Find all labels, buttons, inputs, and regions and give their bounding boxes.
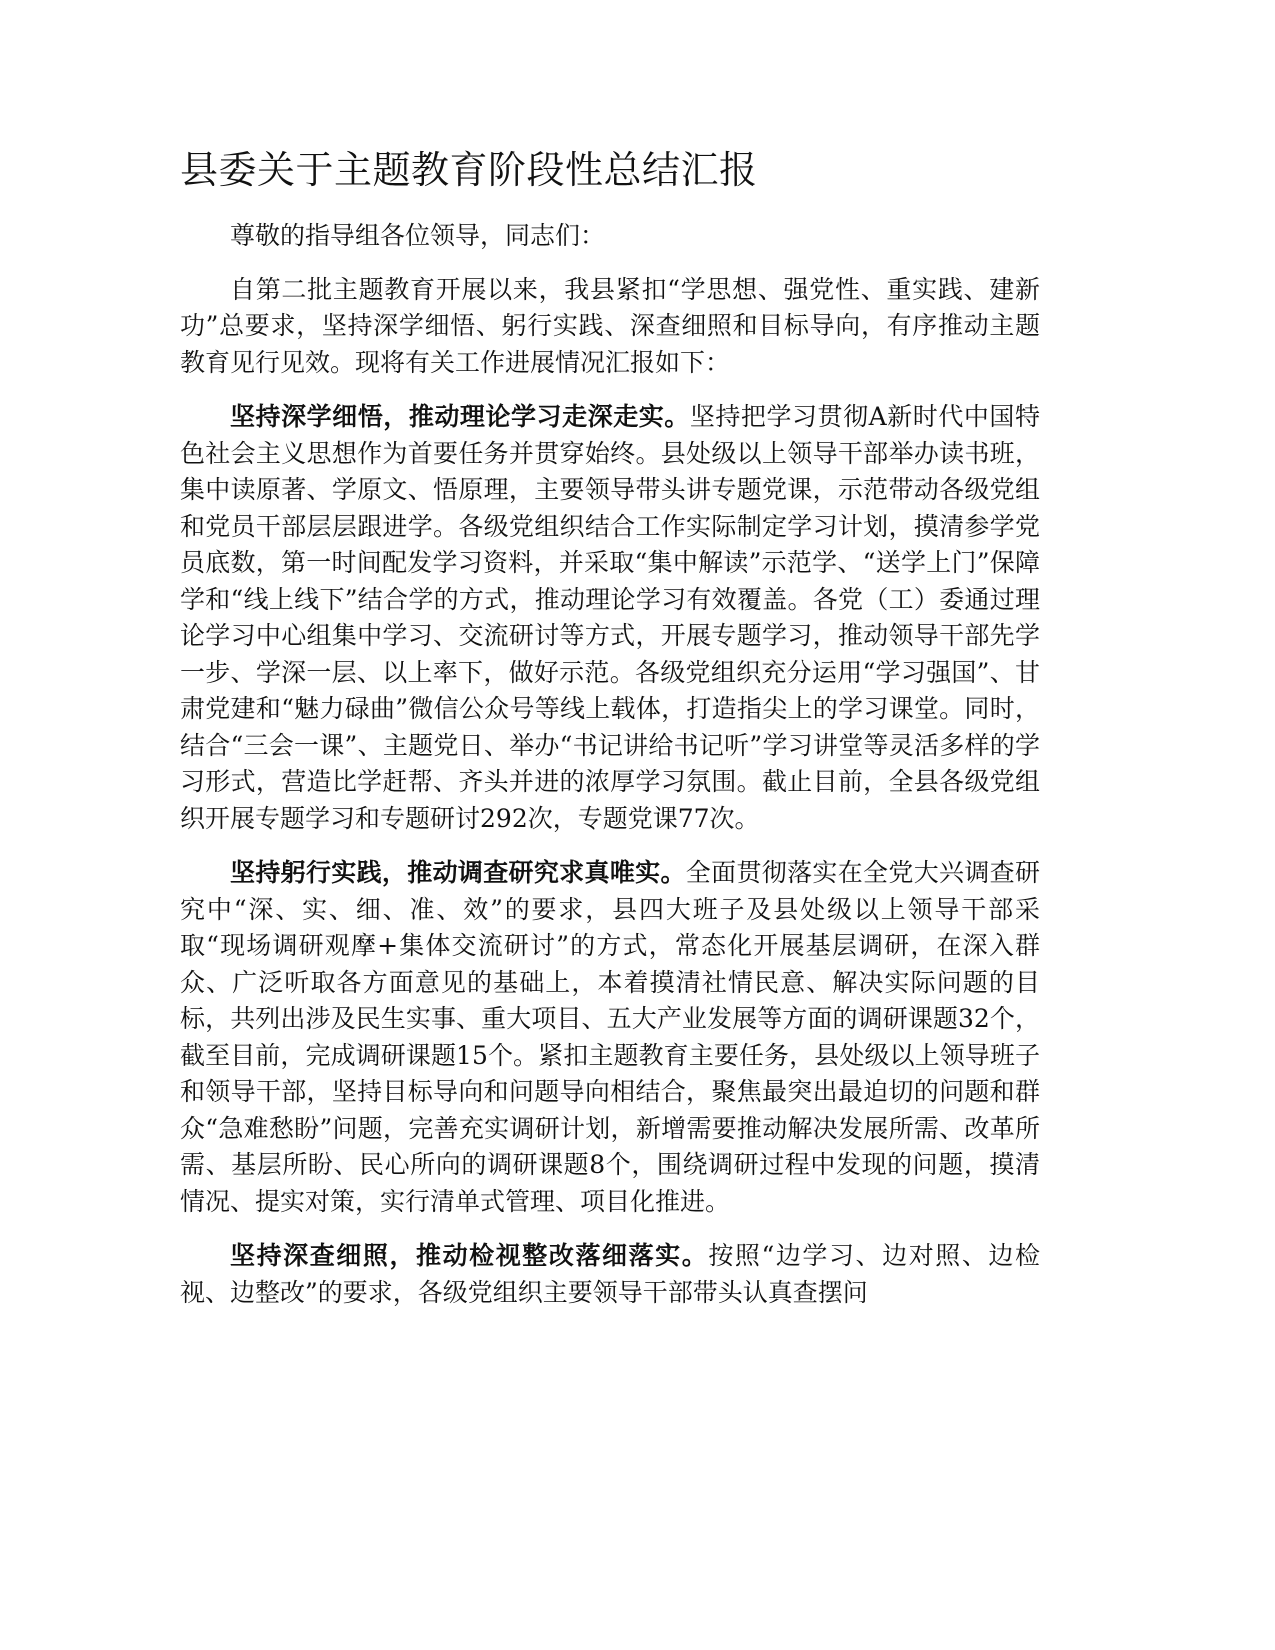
intro-paragraph: 自第二批主题教育开展以来，我县紧扣“学思想、强党性、重实践、建新功”总要求，坚持深学细悟、躬行实践、深查细照和目标导向，有序推动主题教育见行见效。现将有关工作进展情况汇报如下： bbox=[180, 274, 1040, 377]
document-body bbox=[180, 218, 1040, 1329]
section-body: 坚持把学习贯彻A新时代中国特色社会主义思想作为首要任务并贯穿始终。县处级以上领导干部举办读书班，集中读原著、学原文、悟原理，主要领导带头讲专题党课，示范带动各级党组和党员干部层层跟进学。各级党组织结合工作实际制定学习计划，摸清参学党员底数，第一时间配发学习资料，并采取“集中解读”示范学、“送学上门”保障学和“线上线下”结合学的方式，推动理论学习有效覆盖。各党（工）委通过理论学习中心组集中学习、交流研讨等方式，开展专题学习，推动领导干部先学一步、学深一层、以上率下，做好示范。各级党组织充分运用“学习强国”、甘肃党建和“魅力碌曲”微信公众号等线上载体，打造指尖上的学习课堂。同时，结合“三会一课”、主题党日、举办“书记讲给书记听”学习讲堂等灵活多样的学习形式，营造比学赶帮、齐头并进的浓厚学习氛围。截止目前，全县各级党组织开展专题学习和专题研讨292次，专题党课77次。 bbox=[180, 402, 1040, 833]
section-paragraph-research bbox=[180, 855, 1040, 1220]
section-body: 按照“边学习、边对照、边检视、边整改”的要求，各级党组织主要领导干部带头认真查摆问 bbox=[180, 1241, 1040, 1307]
document-page bbox=[180, 0, 1040, 1650]
section-heading: 坚持深查细照，推动检视整改落细落实。 bbox=[230, 1241, 709, 1270]
section-paragraph-study bbox=[180, 399, 1040, 837]
salutation-paragraph: 尊敬的指导组各位领导，同志们： bbox=[230, 221, 606, 250]
section-heading: 坚持躬行实践，推动调查研究求真唯实。 bbox=[230, 858, 686, 887]
section-paragraph-rectification bbox=[180, 1238, 1040, 1311]
section-body: 全面贯彻落实在全党大兴调查研究中“深、实、细、准、效”的要求，县四大班子及县处级以上领导干部采取“现场调研观摩+集体交流研讨”的方式，常态化开展基层调研，在深入群众、广泛听取各方面意见的基础上，本着摸清社情民意、解决实际问题的目标，共列出涉及民生实事、重大项目、五大产业发展等方面的调研课题32个，截至目前，完成调研课题15个。紧扣主题教育主要任务，县处级以上领导班子和领导干部，坚持目标导向和问题导向相结合，聚焦最突出最迫切的问题和群众“急难愁盼”问题，完善充实调研计划，新增需要推动解决发展所需、改革所需、基层所盼、民心所向的调研课题8个，围绕调研过程中发现的问题，摸清情况、提实对策，实行清单式管理、项目化推进。 bbox=[180, 858, 1040, 1216]
section-heading: 坚持深学细悟，推动理论学习走深走实。 bbox=[230, 402, 690, 431]
document-title: 县委关于主题教育阶段性总结汇报 bbox=[180, 148, 758, 192]
